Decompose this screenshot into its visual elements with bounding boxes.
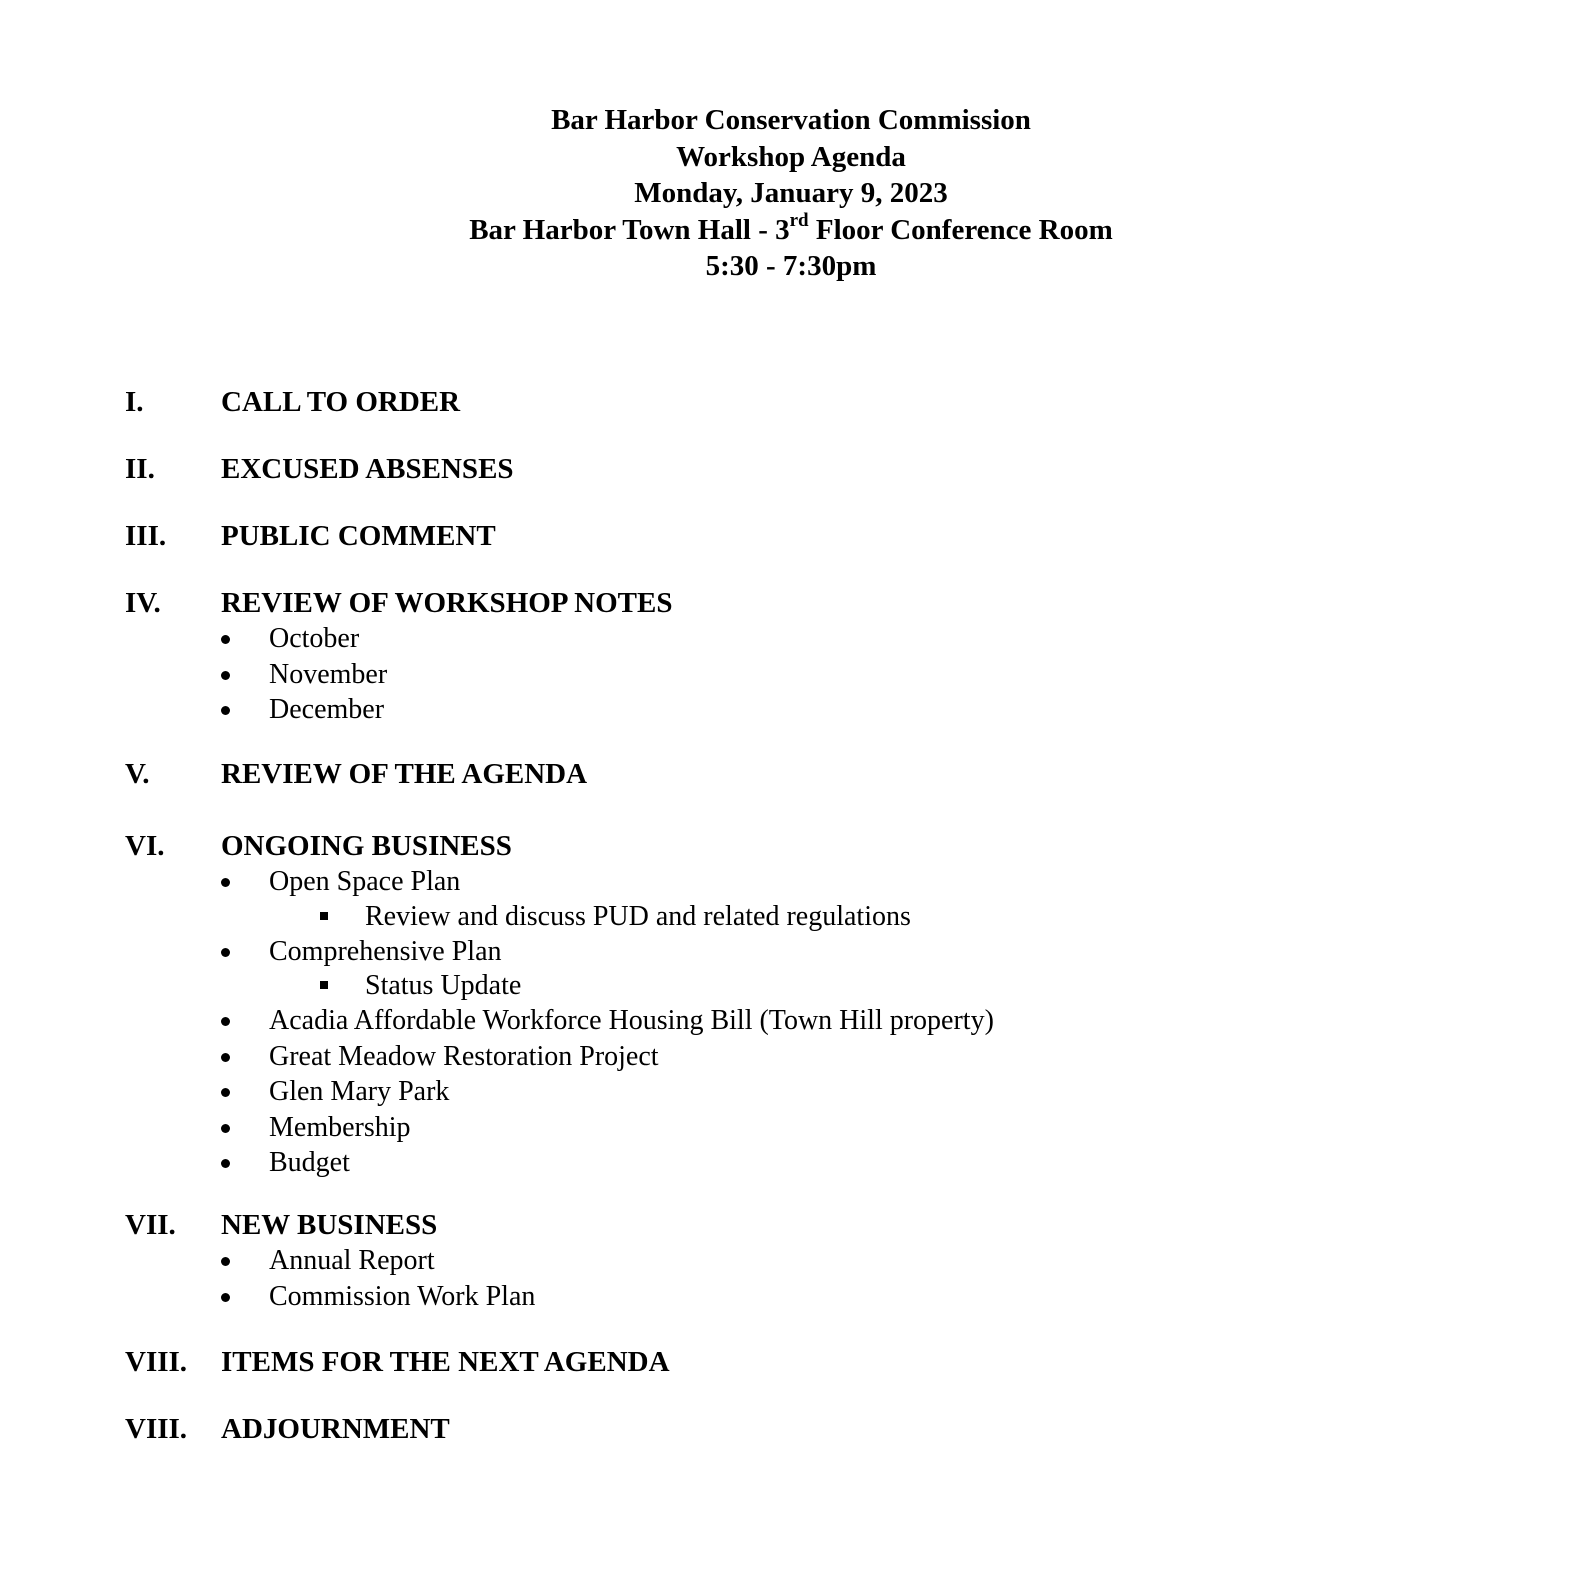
section-title: EXCUSED ABSENSES xyxy=(221,453,514,485)
list-item-text: Comprehensive Plan xyxy=(269,935,502,967)
bullet-icon xyxy=(221,706,230,715)
section-title: NEW BUSINESS xyxy=(221,1209,438,1241)
list-item-text: December xyxy=(269,694,385,725)
agenda-section-ongoing-business xyxy=(0,828,1582,1181)
bullet-icon xyxy=(221,635,230,644)
sub-list-item xyxy=(0,969,1582,1003)
list-item xyxy=(0,692,1582,728)
section-numeral: V. xyxy=(125,758,150,790)
list-item-text: Great Meadow Restoration Project xyxy=(269,1040,659,1072)
section-title: PUBLIC COMMENT xyxy=(221,520,496,552)
bullet-icon xyxy=(221,1017,230,1026)
list-item xyxy=(0,1243,1582,1279)
section-title: ITEMS FOR THE NEXT AGENDA xyxy=(221,1346,670,1378)
bullet-icon xyxy=(221,1257,230,1266)
sub-list-item-text: Status Update xyxy=(365,970,522,1001)
list-item xyxy=(0,934,1582,970)
section-title: REVIEW OF WORKSHOP NOTES xyxy=(221,587,673,619)
section-numeral: VI. xyxy=(125,830,165,862)
square-bullet-icon xyxy=(320,912,328,920)
list-item xyxy=(0,1039,1582,1075)
section-numeral: III. xyxy=(125,520,167,552)
agenda-section-review-agenda xyxy=(0,756,1582,792)
list-item-text: Commission Work Plan xyxy=(269,1280,536,1312)
bullet-icon xyxy=(221,1159,230,1168)
section-numeral: VIII. xyxy=(125,1346,188,1378)
list-item xyxy=(0,1110,1582,1146)
bullet-icon xyxy=(221,1293,230,1302)
agenda-section-new-business xyxy=(0,1207,1582,1314)
agenda-section-review-workshop-notes xyxy=(0,585,1582,728)
bullet-icon xyxy=(221,1088,230,1097)
list-item xyxy=(0,657,1582,693)
list-item-text: Membership xyxy=(269,1111,411,1143)
square-bullet-icon xyxy=(320,981,328,989)
meeting-date: Monday, January 9, 2023 xyxy=(634,177,948,209)
list-item xyxy=(0,621,1582,657)
agenda-section-excused-absences xyxy=(0,451,1582,487)
bullet-icon xyxy=(221,1124,230,1133)
meeting-location xyxy=(0,209,1582,249)
agenda-section-adjournment xyxy=(0,1411,1582,1447)
section-title: REVIEW OF THE AGENDA xyxy=(221,758,588,790)
bullet-icon xyxy=(221,878,230,887)
list-item xyxy=(0,1074,1582,1110)
section-numeral: II. xyxy=(125,453,155,485)
section-title: CALL TO ORDER xyxy=(221,386,461,418)
list-item-text: October xyxy=(269,623,360,654)
bullet-icon xyxy=(221,948,230,957)
section-numeral: VIII. xyxy=(125,1413,188,1445)
section-numeral: IV. xyxy=(125,587,161,619)
location-ordinal-suffix: rd xyxy=(789,209,809,231)
list-item-text: Acadia Affordable Workforce Housing Bill (Town Hill property) xyxy=(269,1005,994,1036)
section-numeral: VII. xyxy=(125,1209,176,1241)
sub-list-item-text: Review and discuss PUD and related regulations xyxy=(365,900,911,932)
bullet-icon xyxy=(221,1053,230,1062)
location-text-end: Floor Conference Room xyxy=(808,213,1113,246)
location-text-start: Bar Harbor Town Hall - 3 xyxy=(469,213,790,246)
section-numeral: I. xyxy=(125,386,144,418)
bullet-icon xyxy=(221,671,230,680)
document-title: Workshop Agenda xyxy=(676,140,906,173)
agenda-section-call-to-order xyxy=(0,384,1582,420)
sub-list-item xyxy=(0,900,1582,934)
agenda-section-public-comment xyxy=(0,518,1582,554)
list-item xyxy=(0,1003,1582,1039)
list-item-text: Open Space Plan xyxy=(269,866,461,897)
list-item-text: Annual Report xyxy=(269,1245,435,1276)
agenda-section-items-next-agenda xyxy=(0,1344,1582,1380)
meeting-time: 5:30 - 7:30pm xyxy=(705,250,877,282)
section-title: ONGOING BUSINESS xyxy=(221,830,512,862)
list-item xyxy=(0,864,1582,900)
list-item xyxy=(0,1145,1582,1181)
list-item-text: Budget xyxy=(269,1147,350,1178)
list-item xyxy=(0,1279,1582,1315)
list-item-text: Glen Mary Park xyxy=(269,1076,450,1107)
list-item-text: November xyxy=(269,658,388,690)
section-title: ADJOURNMENT xyxy=(221,1413,450,1445)
agenda-header xyxy=(0,102,1582,285)
organization-name: Bar Harbor Conservation Commission xyxy=(551,104,1031,136)
